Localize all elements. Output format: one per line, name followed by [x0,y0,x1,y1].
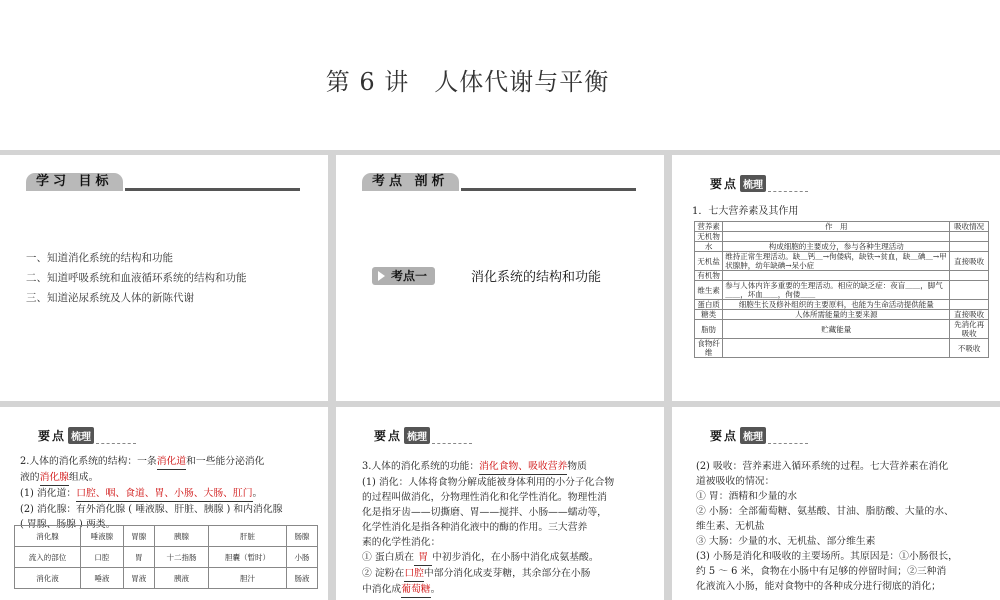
table-cell [950,300,989,310]
text-span: 。 [252,488,263,499]
table-row [695,310,989,320]
table-cell [950,242,989,252]
table-row [695,232,989,242]
text-span: 3.人体的消化系统的功能： [362,461,480,472]
text-line: (2) 吸收：营养素进入循环系统的过程。七大营养素在消化 [696,461,949,472]
text-span: 液的 [20,472,40,483]
table-cell: 食物纤维 [695,339,723,358]
slide-nutrients[interactable] [672,155,1000,401]
text-span: 2.人体的消化系统的结构：一条 [20,456,157,467]
topic-row [372,266,601,285]
table-cell: 直接吸收 [950,310,989,320]
table-cell: 人体所需能量的主要来源 [723,310,950,320]
table-row [695,300,989,310]
yaodian-badge: 梳理 [68,427,94,444]
slide-digestive-function[interactable] [336,407,664,600]
play-arrow-icon [378,271,385,281]
topic-tag-label: 考点一 [391,269,428,283]
text-span: 组成。 [68,472,99,483]
slide-exam-analysis[interactable] [336,155,664,401]
table-cell [950,281,989,300]
yaodian-dash [768,181,808,192]
yaodian-label: 要点 [710,429,739,443]
table-cell: 参与人体内许多重要的生理活动。相应的缺乏症：夜盲＿＿，脚气＿＿，坏血＿＿，佝偻＿＿ [723,281,950,300]
yaodian-label: 要点 [710,177,739,191]
table-row [15,547,318,568]
table-header: 作 用 [723,222,950,232]
table-cell: 无机物 [695,232,723,242]
slide-learning-goals[interactable] [0,155,328,401]
text-line: 的过程叫做消化，分物理性消化和化学性消化。物理性消 [362,492,607,503]
table-cell: 消化液 [15,568,81,589]
text-line: (2) 消化腺：有外消化腺 ( 唾液腺、肝脏、胰腺 ) 和内消化腺 [20,504,283,515]
slide-absorption[interactable] [672,407,1000,600]
table-cell: 水 [695,242,723,252]
text-line: ( 胃腺、肠腺 ) 两类。 [20,519,116,530]
section-banner [26,173,300,191]
table-cell: 细胞生长及修补组织的主要原料，也能为生命活动提供能量 [723,300,950,310]
text-line: 化液流入小肠，能对食物中的各种成分进行彻底的消化； [696,581,941,592]
yaodian-dash [768,433,808,444]
table-row [695,271,989,281]
table-row [15,568,318,589]
answer-blank: 消化道 [157,454,186,470]
table-cell: 维持正常生理活动。缺＿钙＿→佝偻病，缺铁→贫血，缺＿碘＿→甲状腺肿，幼年缺碘→呆小症 [723,252,950,271]
answer-blank: 消化食物、吸收营养 [479,459,567,475]
text-line: ① 胃：酒精和少量的水 [696,491,798,502]
table-cell: 口腔 [81,547,124,568]
text-span: 中初步消化，在小肠中消化成氨基酸。 [432,552,599,563]
table-cell: 肠液 [286,568,317,589]
table-cell: 唾液腺 [81,526,124,547]
table-cell: 直接吸收 [950,252,989,271]
topic-tag [372,267,435,285]
absorption-text [696,459,996,594]
answer-blank: 胃 [414,550,432,566]
text-line: 约 5 ～ 6 米，食物在小肠中有足够的停留时间；②三种消 [696,566,947,577]
yaodian-header [710,427,808,444]
text-line: (3) 小肠是消化和吸收的主要场所。其原因是：①小肠很长， [696,551,958,562]
table-cell: 维生素 [695,281,723,300]
banner-line [461,188,636,191]
goals-list [26,248,247,308]
table-row [695,320,989,339]
yaodian-label: 要点 [374,429,403,443]
page-title: 第 6 讲 人体代谢与平衡 [325,68,610,96]
text-span: 。 [430,584,441,595]
structure-text [20,454,320,532]
table-cell: 肝脏 [209,526,287,547]
table-cell: 消化腺 [15,526,81,547]
goal-item: 三、知道泌尿系统及人体的新陈代谢 [26,292,194,304]
text-line: 化是指牙齿——切撕磨、胃——搅拌、小肠——蠕动等， [362,507,607,518]
function-text [362,459,658,598]
table-cell: 蛋白质 [695,300,723,310]
table-cell: 胰腺 [154,526,208,547]
yaodian-header [38,427,136,444]
table-cell [950,232,989,242]
table-header: 营养素 [695,222,723,232]
yaodian-header [710,175,808,192]
table-cell: 有机物 [695,271,723,281]
table-row [695,252,989,271]
table-cell [950,271,989,281]
yaodian-label: 要点 [38,429,67,443]
table-cell: 构成细胞的主要成分，参与各种生理活动 [723,242,950,252]
text-line: 道被吸收的情况： [696,476,775,487]
table-cell: 十二指肠 [154,547,208,568]
text-line: ③ 大肠：少量的水、无机盐、部分维生素 [696,536,876,547]
table-cell: 贮藏能量 [723,320,950,339]
yaodian-badge: 梳理 [740,427,766,444]
gland-table [14,525,318,589]
text-span: 中消化成 [362,584,402,595]
table-cell: 胆汁 [209,568,287,589]
yaodian-badge: 梳理 [404,427,430,444]
table-cell: 胆囊（暂时） [209,547,287,568]
text-span: ① 蛋白质在 [362,552,415,563]
text-line: 维生素、无机盐 [696,521,765,532]
table-cell: 小肠 [286,547,317,568]
text-line: 化学性消化是指各种消化液中的酶的作用。三大营养 [362,522,588,533]
table-cell: 无机盐 [695,252,723,271]
table-row [695,242,989,252]
table-cell [723,232,950,242]
answer-blank: 消化腺 [40,470,69,486]
yaodian-badge: 梳理 [740,175,766,192]
table-cell: 唾液 [81,568,124,589]
table-row [695,281,989,300]
answer-blank: 口腔、咽、食道、胃、小肠、大肠、肛门 [76,486,252,502]
yaodian-header [374,427,472,444]
yaodian-dash [96,433,136,444]
table-cell: 胃 [123,547,154,568]
banner-line [125,188,300,191]
table-cell: 胃液 [123,568,154,589]
table-row [695,339,989,358]
section-subtitle: 1．七大营养素及其作用 [692,206,799,217]
table-cell: 流入的部位 [15,547,81,568]
text-span: 中部分消化成麦芽糖，其余部分在小肠 [423,568,591,579]
goal-item: 一、知道消化系统的结构和功能 [26,252,173,264]
text-span: 和一些能分泌消化 [186,456,265,467]
text-span: 物质 [567,461,587,472]
text-line: ② 小肠：全部葡萄糖、氨基酸、甘油、脂肪酸、大量的水、 [696,506,954,517]
topic-title: 消化系统的结构和功能 [471,270,602,285]
table-cell: 先消化再吸收 [950,320,989,339]
banner-label: 考点 剖析 [362,173,459,191]
text-span: ② 淀粉在 [362,568,405,579]
banner-label: 学习 目标 [26,173,123,191]
table-cell: 肠腺 [286,526,317,547]
yaodian-dash [432,433,472,444]
table-header: 吸收情况 [950,222,989,232]
answer-blank: 葡萄糖 [401,582,430,598]
answer-blank: 口腔 [404,566,424,582]
goal-item: 二、知道呼吸系统和血液循环系统的结构和功能 [26,272,247,284]
table-cell: 脂肪 [695,320,723,339]
table-cell: 胰液 [154,568,208,589]
text-span: (1) 消化道： [20,488,77,499]
nutrient-table [694,221,989,358]
table-cell: 胃腺 [123,526,154,547]
text-line: 素的化学性消化： [362,537,441,548]
table-cell [723,271,950,281]
text-line: (1) 消化：人体将食物分解成能被身体利用的小分子化合物 [362,477,615,488]
slide-digestive-structure[interactable] [0,407,328,600]
table-cell: 不吸收 [950,339,989,358]
table-cell: 糖类 [695,310,723,320]
table-row [15,526,318,547]
section-banner [362,173,636,191]
table-cell [723,339,950,358]
